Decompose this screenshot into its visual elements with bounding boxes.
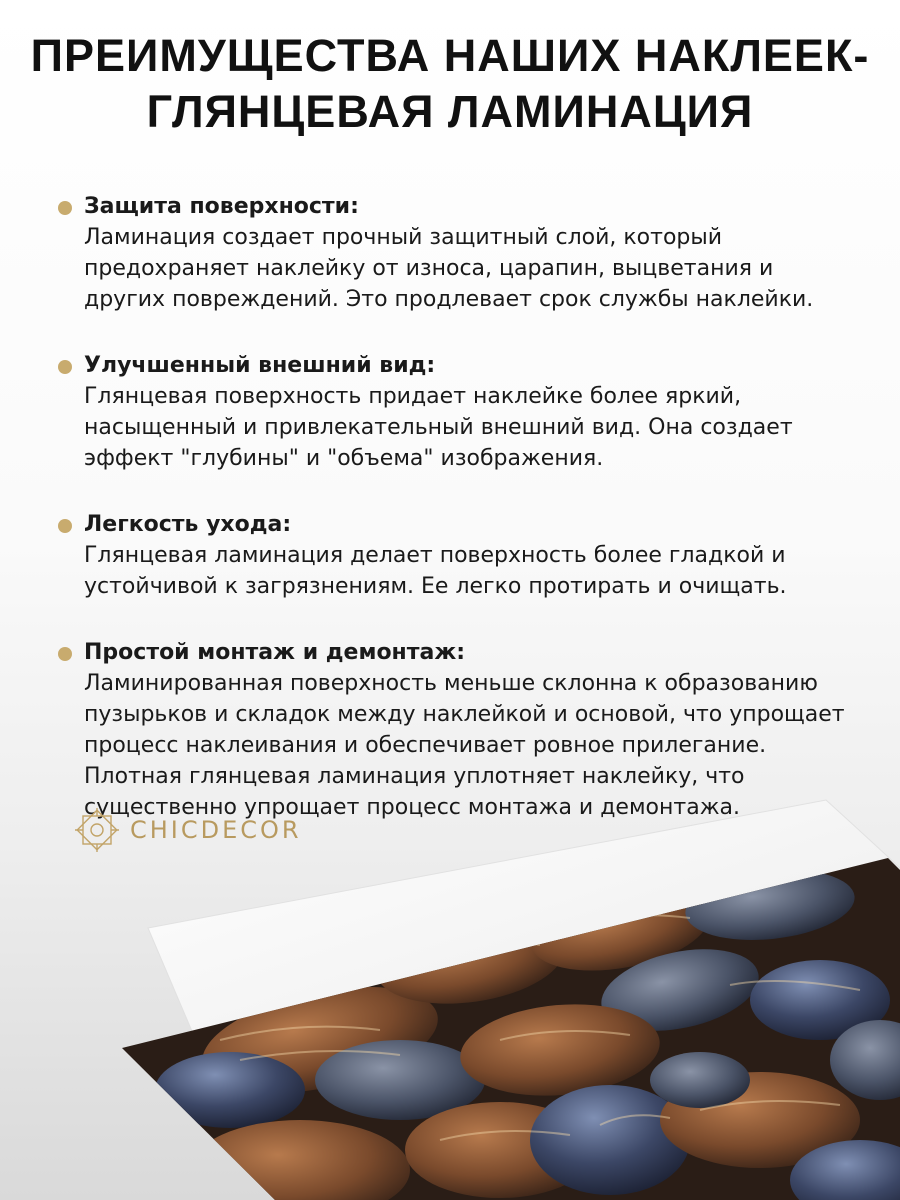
benefit-text-line: других повреждений. Это продлевает срок службы наклейки. (84, 287, 814, 312)
benefit-text-line: существенно упрощает процесс монтажа и демонтажа. (84, 795, 740, 820)
benefit-heading: Улучшенный внешний вид: (84, 353, 436, 378)
benefit-heading: Защита поверхности: (84, 194, 359, 219)
title-line-1: ПРЕИМУЩЕСТВА НАШИХ НАКЛЕЕК- (30, 30, 870, 81)
benefit-text-line: Ламинированная поверхность меньше склонна к образованию (84, 671, 818, 696)
benefit-text-line: насыщенный и привлекательный внешний вид. Она создает (84, 415, 793, 440)
benefit-text-line: Глянцевая поверхность придает наклейке более яркий, (84, 384, 742, 409)
benefit-text-line: Плотная глянцевая ламинация уплотняет наклейку, что (84, 764, 745, 789)
benefit-text-line: Глянцевая ламинация делает поверхность более гладкой и (84, 543, 786, 568)
benefit-text-line: эффект "глубины" и "объема" изображения. (84, 446, 604, 471)
benefit-text-line: процесс наклеивания и обеспечивает ровное прилегание. (84, 733, 767, 758)
benefit-text-line: устойчивой к загрязнениям. Ее легко протирать и очищать. (84, 574, 787, 599)
benefit-text-line: Ламинация создает прочный защитный слой, который (84, 225, 723, 250)
benefit-heading: Легкость ухода: (84, 512, 292, 537)
brand-name: CHICDECOR (130, 816, 302, 844)
benefit-text-line: пузырьков и складок между наклейкой и основой, что упрощает (84, 702, 845, 727)
title-line-2: ГЛЯНЦЕВАЯ ЛАМИНАЦИЯ (146, 86, 754, 137)
benefit-text-line: предохраняет наклейку от износа, царапин, выцветания и (84, 256, 774, 281)
benefit-heading: Простой монтаж и демонтаж: (84, 640, 466, 665)
